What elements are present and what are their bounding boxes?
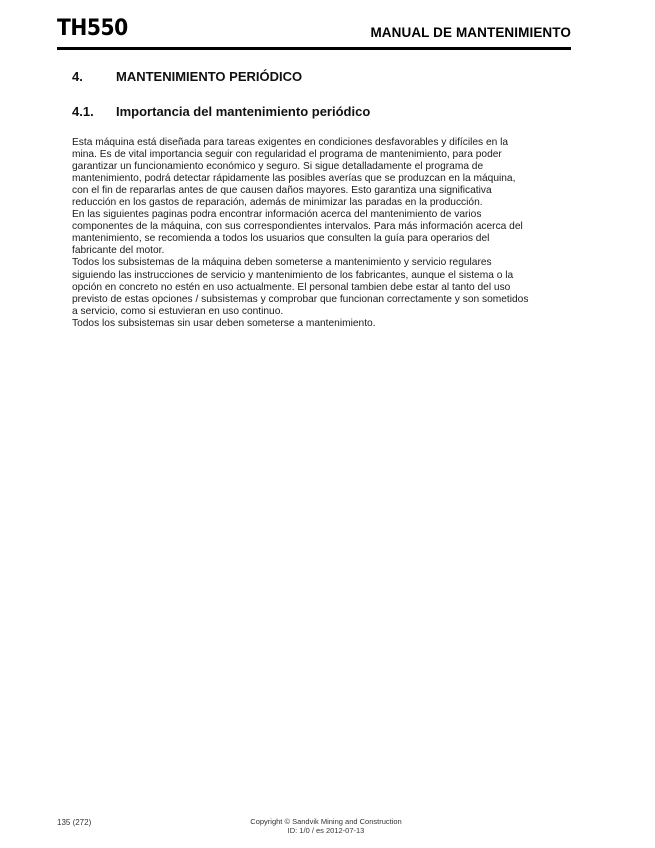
header-divider <box>57 47 571 50</box>
model-name: TH550 <box>57 16 128 41</box>
section-number: 4. <box>72 69 83 84</box>
paragraph: En las siguientes paginas podra encontrar información acerca del mantenimiento de varios componentes de la máquina, con sus correspondientes intervalos. Para más información acerca del mantenimiento, se recomienda a todos los usuarios que consulten la guía para operarios del fabricante del motor. <box>72 209 523 257</box>
footer-copyright <box>226 818 426 835</box>
manual-title: MANUAL DE MANTENIMIENTO <box>370 25 571 40</box>
paragraph: Todos los subsistemas de la máquina deben someterse a mantenimiento y servicio regulares siguiendo las instrucciones de servicio y mantenimiento de los fabricantes, aunque el sistema o la opción en concreto no estén en uso actualmente. El personal tambien debe estar al tanto del uso previsto de estas opciones / subsistemas y comprobar que funcionan correctamente y son sometidos a servicio, como si estuvieran en uso continuo. <box>72 257 529 317</box>
page-number: 135 (272) <box>57 818 92 827</box>
document-id: ID: 1/0 / es 2012-07-13 <box>287 825 365 835</box>
section-title: MANTENIMIENTO PERIÓDICO <box>116 69 303 84</box>
paragraph: Esta máquina está diseñada para tareas exigentes en condiciones desfavorables y difíciles en la mina. Es de vital importancia seguir con regularidad el programa de mantenimiento, para poder garantizar un funcionamiento económico y seguro. Si sigue detalladamente el programa de mantenimiento, podrá detectar rápidamente las posibles averías que se produzcan en la máquina, con el fin de repararlas antes de que causen daños mayores. Esto garantiza una significativa reducción en los gastos de reparación, además de minimizar las paradas en la producción. <box>72 137 516 209</box>
paragraph: Todos los subsistemas sin usar deben someterse a mantenimiento. <box>72 317 376 329</box>
subsection-number: 4.1. <box>72 104 94 119</box>
copyright-text: Copyright © Sandvik Mining and Construction <box>250 817 402 826</box>
body-text <box>72 137 572 330</box>
subsection-title: Importancia del mantenimiento periódico <box>116 104 371 119</box>
